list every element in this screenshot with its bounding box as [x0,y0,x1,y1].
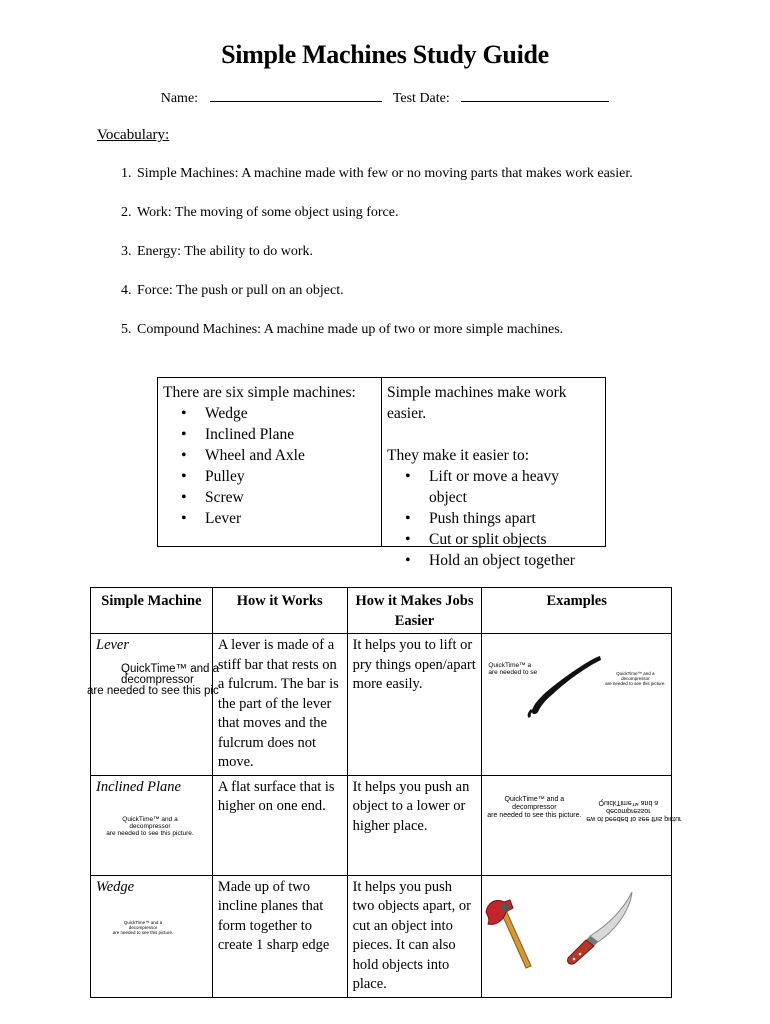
benefits-heading: Simple machines make work easier. [387,384,567,422]
header-how-it-works: How it Works [212,588,347,634]
machine-name: Lever [96,637,130,653]
examples-cell [482,634,672,776]
machine-bullet: • Pulley [205,466,376,487]
vocab-item: 1. Simple Machines: A machine made with few or no moving parts that makes work easier. [135,164,735,203]
examples-cell [482,875,672,997]
page-title: Simple Machines Study Guide [221,40,549,69]
machine-name: Inclined Plane [96,778,181,795]
examples-cell [482,775,682,875]
vocabulary-list [97,164,735,359]
test-date-label: Test Date: [392,91,450,106]
machine-bullet: • Lever [205,508,376,529]
test-date-blank [461,89,609,102]
name-blank [210,89,382,102]
axe-image [482,894,542,974]
knife-image [560,890,640,970]
vocab-item: 4. Force: The push or pull on an object. [135,281,735,320]
table-row [91,775,672,875]
machine-bullet: • Screw [205,487,376,508]
how-it-works-cell: A flat surface that is higher on one end. [212,775,347,875]
machine-name: Wedge [96,878,135,895]
header-how-it-makes-jobs-easier: How it Makes Jobs Easier [347,588,482,634]
benefits-column [382,378,605,569]
machine-name-cell [87,634,219,776]
quicktime-placeholder: QuickTime™ and a decompressor are needed to see this picture. [605,671,666,686]
machine-bullet-list [163,403,376,529]
machine-bullet: • Wheel and Axle [205,445,376,466]
crowbar-image [522,650,602,720]
machine-bullet: • Inclined Plane [205,424,376,445]
quicktime-placeholder: QuickTime™ and a decompressor are needed to see this pic [87,663,219,697]
header-simple-machine: Simple Machine [91,588,213,634]
quicktime-placeholder: QuickTime™ and a decompressor are needed to see this picture. [487,795,582,819]
benefits-subheading: They make it easier to: [387,447,530,464]
how-easier-cell: It helps you push two objects apart, or cut an object into pieces. It can also hold objects into place. [347,875,482,997]
table-row [91,634,672,776]
benefit-bullet-list [387,466,600,571]
name-label: Name: [160,91,199,106]
how-it-works-cell: Made up of two incline planes that form together to create 1 sharp edge [212,875,347,997]
how-it-works-cell: A lever is made of a stiff bar that rests on a fulcrum. The bar is the part of the lever that moves and the fulcrum does not move. [212,634,347,776]
machine-name-cell [91,875,213,997]
quicktime-placeholder: QuickTime™ and a decompressor are needed to see this picture. [106,815,194,837]
machine-bullet: • Wedge [205,403,376,424]
six-machines-heading: There are six simple machines: [163,384,356,401]
vocab-item: 3. Energy: The ability to do work. [135,242,735,281]
header-fields [0,89,770,107]
header-examples: Examples [482,588,672,634]
how-easier-cell: It helps you to lift or pry things open/apart more easily. [347,634,482,776]
benefit-bullet: • Push things apart [429,508,600,529]
benefit-bullet: • Lift or move a heavy object [429,466,600,508]
benefit-bullet: • Cut or split objects [429,529,600,550]
benefit-bullet: • Hold an object together [429,550,600,571]
table-row [91,875,672,997]
machines-table [87,587,682,998]
vocab-item: 2. Work: The moving of some object using force. [135,203,735,242]
vocabulary-heading: Vocabulary: [97,127,170,143]
how-easier-cell: It helps you push an object to a lower or higher place. [347,775,482,875]
six-machines-column [158,378,382,546]
quicktime-placeholder-flipped: ew ot beeded to see this pictur decompressor QuickTime™ and a [586,798,682,822]
six-machines-box [157,377,606,569]
machine-name-cell [91,775,213,875]
table-header-row [91,588,672,634]
quicktime-placeholder: QuickTime™ a are needed to se [488,662,538,676]
vocab-item: 5. Compound Machines: A machine made up of two or more simple machines. [135,320,735,359]
quicktime-placeholder: QuickTime™ and a decompressor are needed to see this picture. [112,919,174,935]
